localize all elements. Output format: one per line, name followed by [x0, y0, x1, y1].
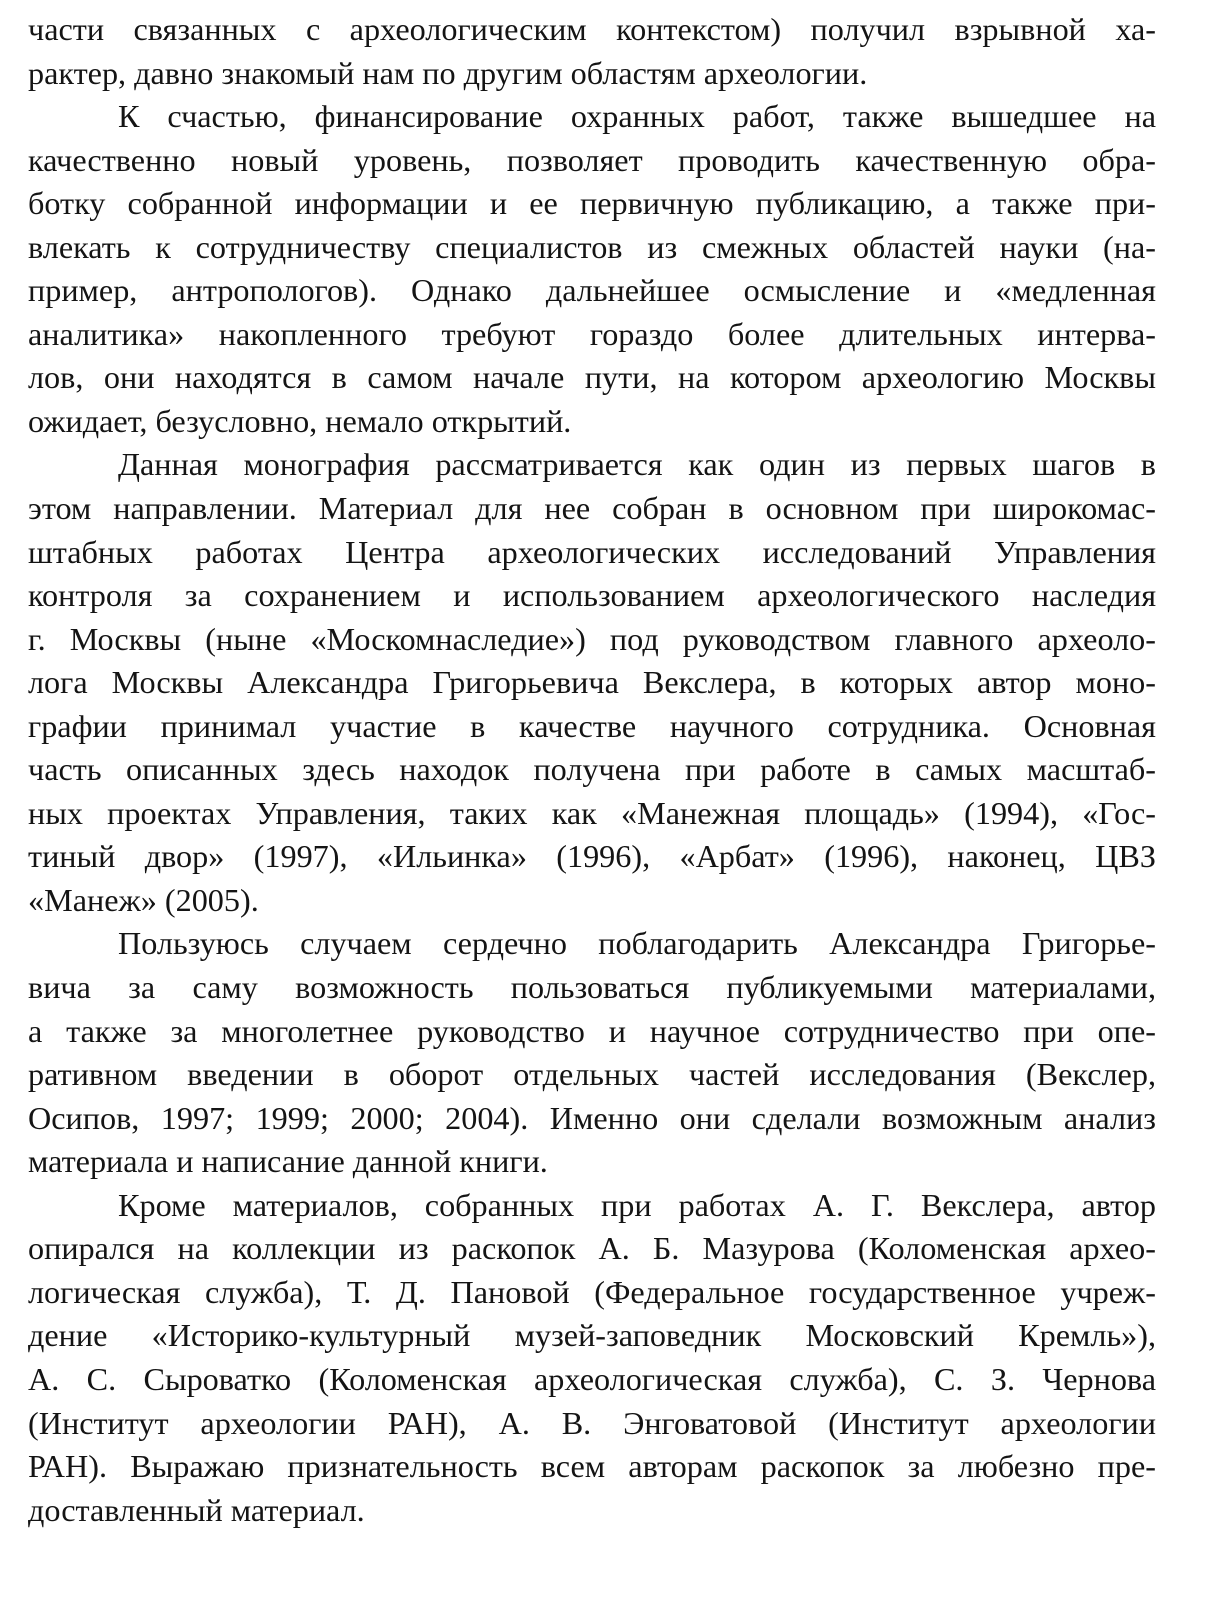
text-line: «Манеж» (2005).: [28, 881, 259, 918]
text-line: опирался на коллекции из раскопок А. Б. Мазурова (Коломенская архео-: [28, 1230, 1156, 1267]
text-line: этом направлении. Материал для нее собран в основном при широкомас-: [28, 490, 1156, 527]
text-line: тиный двор» (1997), «Ильинка» (1996), «Арбат» (1996), наконец, ЦВЗ: [28, 838, 1156, 875]
text-line: части связанных с археологическим контекстом) получил взрывной ха-: [28, 11, 1156, 47]
text-line: логическая служба), Т. Д. Пановой (Федеральное государственное учреж-: [28, 1273, 1156, 1310]
text-line: А. С. Сыроватко (Коломенская археологическая служба), С. З. Чернова: [28, 1360, 1156, 1397]
text-line: (Институт археологии РАН), А. В. Энговатовой (Институт археологии: [28, 1404, 1156, 1441]
text-line: часть описанных здесь находок получена при работе в самых масштаб-: [28, 751, 1156, 788]
text-line: контроля за сохранением и использованием археологического наследия: [28, 577, 1156, 614]
text-line: Кроме материалов, собранных при работах А. Г. Векслера, автор: [118, 1186, 1156, 1223]
text-line: г. Москвы (ныне «Москомнаследие») под руководством главного археоло-: [28, 620, 1156, 657]
text-line: а также за многолетнее руководство и научное сотрудничество при опе-: [28, 1012, 1156, 1049]
text-line: ботку собранной информации и ее первичную публикацию, а также при-: [28, 185, 1156, 222]
text-line: РАН). Выражаю признательность всем авторам раскопок за любезно пре-: [28, 1448, 1156, 1485]
text-line: ожидает, безусловно, немало открытий.: [28, 402, 572, 439]
text-line: Данная монография рассматривается как один из первых шагов в: [118, 446, 1156, 483]
text-line: графии принимал участие в качестве научного сотрудника. Основная: [28, 707, 1156, 744]
text-line: лов, они находятся в самом начале пути, на котором археологию Москвы: [28, 359, 1156, 396]
text-line: вича за саму возможность пользоваться публикуемыми материалами,: [28, 969, 1156, 1006]
text-line: Осипов, 1997; 1999; 2000; 2004). Именно они сделали возможным анализ: [28, 1099, 1156, 1136]
text-line: качественно новый уровень, позволяет проводить качественную обра-: [28, 141, 1156, 178]
text-line: пример, антропологов). Однако дальнейшее осмысление и «медленная: [28, 272, 1156, 309]
text-line: ных проектах Управления, таких как «Манежная площадь» (1994), «Гос-: [28, 794, 1156, 831]
text-line: доставленный материал.: [28, 1491, 365, 1528]
text-line: материала и написание данной книги.: [28, 1143, 548, 1180]
text-line: влекать к сотрудничеству специалистов из смежных областей науки (на-: [28, 228, 1156, 265]
text-line: аналитика» накопленного требуют гораздо более длительных интерва-: [28, 315, 1156, 352]
text-line: рактер, давно знакомый нам по другим областям археологии.: [28, 54, 868, 91]
text-line: лога Москвы Александра Григорьевича Векслера, в которых автор моно-: [28, 664, 1156, 701]
text-line: К счастью, финансирование охранных работ, также вышедшее на: [118, 98, 1156, 135]
document-page: [28, 8, 1156, 1532]
text-line: Пользуюсь случаем сердечно поблагодарить Александра Григорье-: [118, 925, 1156, 962]
text-line: дение «Историко-культурный музей-заповедник Московский Кремль»),: [28, 1317, 1156, 1354]
text-line: штабных работах Центра археологических исследований Управления: [28, 533, 1156, 570]
text-line: ративном введении в оборот отдельных частей исследования (Векслер,: [28, 1056, 1156, 1093]
